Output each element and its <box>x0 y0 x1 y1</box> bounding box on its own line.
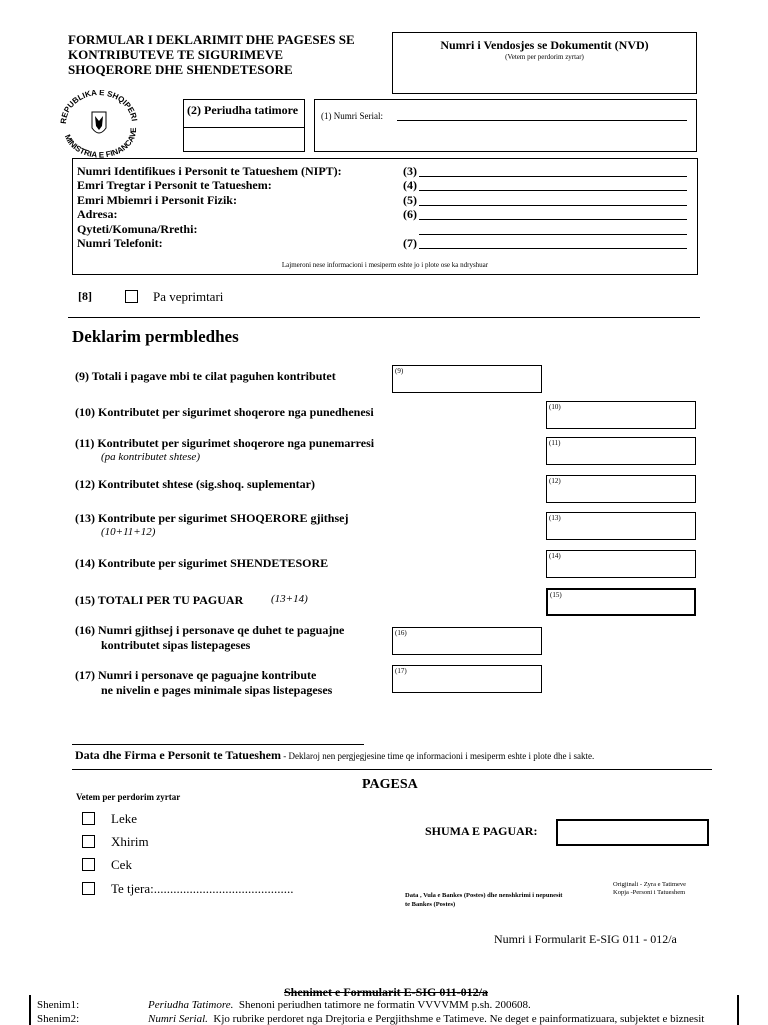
amount-paid-label: SHUMA E PAGUAR: <box>425 824 538 838</box>
row-13-sub: (10+11+12) <box>101 526 156 538</box>
payment-xhirim-checkbox[interactable] <box>82 835 95 848</box>
taxpayer-identity-box <box>72 158 698 275</box>
row-11-sub: (pa kontributet shtese) <box>101 451 200 463</box>
code-7: (7) <box>403 236 417 251</box>
note-1-text: Shenoni periudhen tatimore ne formatin VVVVMM p.sh. 200608. <box>238 999 531 1011</box>
form-title <box>68 32 355 77</box>
footer-note-2 <box>37 1013 735 1025</box>
footer-left-border <box>29 995 31 1025</box>
tax-period-box <box>183 99 305 152</box>
row-17-code: (17) <box>395 667 407 675</box>
row-17-label: (17) Numri i personave qe paguajne kontribute <box>75 668 317 682</box>
code-4: (4) <box>403 178 417 193</box>
row-16-label: (16) Numri gjithsej i personave qe duhet te paguajne <box>75 623 345 637</box>
row-13-input[interactable] <box>546 512 696 540</box>
bank-note-line: Data , Vula e Bankes (Postes) dhe nenshkrimi i nepunesit <box>405 892 563 899</box>
code-6: (6) <box>403 207 417 222</box>
copy-distribution-note <box>613 881 686 897</box>
footer-note-1 <box>37 999 531 1011</box>
note-2-text: Kjo rubrike perdoret nga Drejtoria e Pergjithshme e Tatimeve. Ne deget e painformatizuara, subjektet e biznesit <box>213 1013 705 1025</box>
note-1-title: Periudha Tatimore. <box>148 999 234 1011</box>
signature-title: Data dhe Firma e Personit te Tatueshem <box>75 748 281 762</box>
title-line: SHOQERORE DHE SHENDETESORE <box>68 62 293 77</box>
summary-heading: Deklarim permbledhes <box>72 327 239 346</box>
row-13-code: (13) <box>549 514 561 522</box>
phone-field[interactable] <box>419 248 687 249</box>
original-note: Origjinali - Zyra e Tatimeve <box>613 881 687 888</box>
title-line: FORMULAR I DEKLARIMIT DHE PAGESES SE <box>68 32 355 47</box>
row-11-input[interactable] <box>546 437 696 465</box>
copy-note: Kopja -Personi i Tatueshem <box>613 889 686 896</box>
row-15-code: (15) <box>550 591 562 599</box>
footer-title: Shenimet e Formularit E-SIG 011-012/a <box>284 985 488 999</box>
code-5: (5) <box>403 192 417 207</box>
row-16-input[interactable] <box>392 627 542 655</box>
code-3: (3) <box>403 164 417 178</box>
code-empty <box>403 222 417 236</box>
payment-heading: PAGESA <box>362 777 418 792</box>
title-line: KONTRIBUTEVE TE SIGURIMEVE <box>68 47 284 62</box>
row-11-code: (11) <box>549 439 561 447</box>
divider <box>68 317 700 318</box>
row-12-label: (12) Kontributet shtese (sig.shoq. suplementar) <box>75 477 315 491</box>
row-15-input[interactable] <box>546 588 696 616</box>
serial-number-field[interactable] <box>397 120 687 121</box>
address-label: Adresa: <box>77 207 118 222</box>
note-1-label: Shenim1: <box>37 999 80 1011</box>
tax-period-label: (2) Periudha tatimore <box>187 103 299 117</box>
payment-xhirim-label: Xhirim <box>111 834 149 849</box>
trade-name-field[interactable] <box>419 190 687 191</box>
row-15-sub: (13+14) <box>271 593 308 605</box>
official-use-label: Vetem per perdorim zyrtar <box>76 792 181 802</box>
row-12-input[interactable] <box>546 475 696 503</box>
row-14-input[interactable] <box>546 550 696 578</box>
form-number: Numri i Formularit E-SIG 011 - 012/a <box>494 932 677 946</box>
payment-cek-checkbox[interactable] <box>82 858 95 871</box>
row-13-label: (13) Kontribute per sigurimet SHOQERORE gjithsej <box>75 511 349 525</box>
amount-paid-input[interactable] <box>556 819 709 846</box>
nvd-subtitle: (Vetem per perdorim zyrtar) <box>505 53 584 61</box>
city-label: Qyteti/Komuna/Rrethi: <box>77 221 198 236</box>
row-16-sub: kontributet sipas listepageses <box>101 638 251 652</box>
row-14-code: (14) <box>549 552 561 560</box>
serial-number-label: (1) Numri Serial: <box>321 111 383 121</box>
row-11-label: (11) Kontributet per sigurimet shoqerore nga punemarresi <box>75 436 375 450</box>
phone-label: Numri Telefonit: <box>77 236 163 251</box>
identity-field-codes <box>403 164 417 250</box>
payment-other-checkbox[interactable] <box>82 882 95 895</box>
row-9-code: (9) <box>395 367 404 375</box>
bank-note <box>405 891 562 909</box>
ministry-seal <box>58 90 140 158</box>
signature-declaration <box>75 748 594 763</box>
nipt-field[interactable] <box>419 176 687 177</box>
payment-leke-checkbox[interactable] <box>82 812 95 825</box>
row-14-label: (14) Kontribute per sigurimet SHENDETESORE <box>75 556 329 570</box>
row-10-input[interactable] <box>546 401 696 429</box>
row-17-sub: ne nivelin e pages minimale sipas listepageses <box>101 683 333 697</box>
address-field[interactable] <box>419 219 687 220</box>
row-9-label: (9) Totali i pagave mbi te cilat paguhen kontributet <box>75 369 336 383</box>
row-9-input[interactable] <box>392 365 542 393</box>
payment-leke-label: Leke <box>111 811 137 826</box>
note-2-label: Shenim2: <box>37 1013 80 1025</box>
signature-line[interactable] <box>72 744 364 745</box>
footer-right-border <box>737 995 739 1025</box>
no-activity-label: Pa veprimtari <box>153 289 224 304</box>
signature-text: - Deklaroj nen pergjegjesine time qe informacioni i mesiperm eshte i plote dhe i sakte. <box>280 751 595 761</box>
nvd-box <box>392 32 697 94</box>
note-2-title: Numri Serial. <box>148 1013 208 1025</box>
svg-text:MINISTRIA E FINANCAVE: MINISTRIA E FINANCAVE <box>62 127 139 158</box>
divider <box>72 769 712 770</box>
nipt-label: Numri Identifikues i Personit te Tatueshem (NIPT): <box>77 164 342 178</box>
payment-cek-label: Cek <box>111 857 132 872</box>
payment-other-label: Te tjera:........................................... <box>111 881 294 896</box>
identity-note: Lajmeroni nese informacioni i mesiperm eshte jo i plote ose ka ndryshuar <box>281 261 489 269</box>
city-field[interactable] <box>419 234 687 235</box>
row-10-label: (10) Kontributet per sigurimet shoqerore nga punedhenesi <box>75 405 374 419</box>
row-17-input[interactable] <box>392 665 542 693</box>
person-name-label: Emri Mbiemri i Personit Fizik: <box>77 192 237 207</box>
no-activity-checkbox[interactable] <box>125 290 138 303</box>
bank-note-line: te Bankes (Postes) <box>405 901 456 908</box>
serial-number-box <box>314 99 697 152</box>
trade-name-label: Emri Tregtar i Personit te Tatueshem: <box>77 178 272 193</box>
no-activity-code: [8] <box>78 289 92 303</box>
row-15-label: (15) TOTALI PER TU PAGUAR <box>75 593 244 607</box>
row-10-code: (10) <box>549 403 561 411</box>
row-16-code: (16) <box>395 629 407 637</box>
person-name-field[interactable] <box>419 205 687 206</box>
svg-text:REPUBLIKA E SHQIPERISE: REPUBLIKA E SHQIPERI <box>58 90 139 125</box>
row-12-code: (12) <box>549 477 561 485</box>
identity-field-labels <box>77 164 342 250</box>
nvd-title: Numri i Vendosjes se Dokumentit (NVD) <box>440 38 649 52</box>
